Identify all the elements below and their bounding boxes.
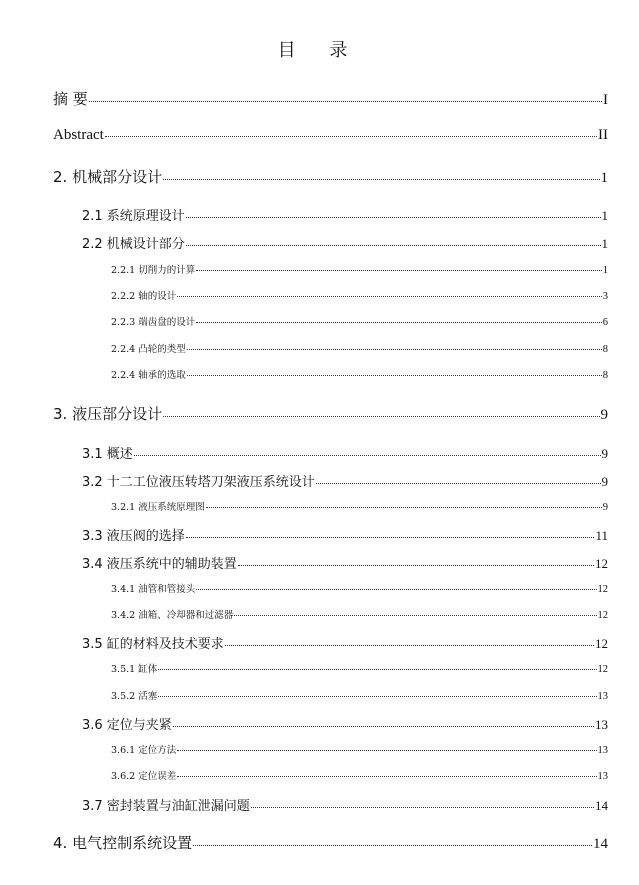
toc-entry-label: 3.2 十二工位液压转塔刀架液压系统设计 [82, 475, 315, 490]
toc-entry[interactable] [82, 233, 608, 252]
toc-entry[interactable] [111, 768, 608, 782]
toc-entry-page: 13 [597, 691, 608, 702]
toc-entry-label: 2.2.4 凸轮的类型 [111, 344, 186, 355]
toc-entry[interactable] [53, 403, 608, 424]
toc-entry-page: 8 [602, 370, 608, 381]
toc-entry[interactable] [53, 127, 608, 144]
toc-entry-label: 3.5.2 活塞 [111, 691, 158, 702]
dot-leader [186, 217, 601, 218]
toc-entry-page: 12 [597, 584, 608, 595]
toc-entry-page: 9 [600, 407, 608, 423]
toc-entry-label: 3.4.2 油箱、冷却器和过滤器 [111, 610, 234, 621]
dot-leader [177, 776, 596, 777]
toc-entry-page: II [598, 127, 608, 143]
toc-entry-label: 3.5 缸的材料及技术要求 [82, 637, 224, 652]
toc-entry-label: 3.4 液压系统中的辅助装置 [82, 557, 237, 572]
toc-title: 目 录 [277, 40, 362, 61]
toc-entry-label: 2.2.1 切削力的计算 [111, 265, 196, 276]
toc-entry-label: 3.7 密封装置与油缸泄漏问题 [82, 799, 250, 814]
toc-entry[interactable] [111, 314, 608, 328]
dot-leader [158, 696, 596, 697]
toc-entry[interactable] [82, 471, 608, 490]
toc-entry-label: 3.6.2 定位误差 [111, 771, 177, 782]
toc-entry-page: 12 [597, 664, 608, 675]
toc-entry-page: 9 [601, 446, 608, 461]
dot-leader [186, 245, 601, 246]
dot-leader [196, 270, 602, 271]
toc-entry-page: 1 [601, 208, 608, 223]
dot-leader [186, 537, 595, 538]
dot-leader [163, 179, 599, 180]
dot-leader [193, 845, 592, 846]
toc-entry-label: 2.2.3 端齿盘的设计 [111, 317, 196, 328]
toc-entry-page: 12 [595, 636, 608, 651]
dot-leader [316, 483, 601, 484]
dot-leader [173, 726, 594, 727]
toc-entry-label: 4. 电气控制系统设置 [53, 834, 193, 852]
toc-entry-page: 12 [597, 610, 608, 621]
toc-entry[interactable] [53, 88, 608, 109]
toc-entry-page: 14 [593, 836, 608, 852]
toc-entry[interactable] [82, 553, 608, 572]
toc-entry-label: 3.6 定位与夹紧 [82, 718, 172, 733]
toc-entry-page: 13 [597, 745, 608, 756]
dot-leader [134, 455, 601, 456]
toc-entry[interactable] [53, 166, 608, 187]
toc-entry[interactable] [82, 443, 608, 462]
toc-entry-page: 9 [601, 474, 608, 489]
toc-entry[interactable] [82, 795, 608, 814]
toc-entry-page: 11 [595, 528, 608, 543]
toc-entry[interactable] [82, 205, 608, 224]
toc-entry-label: 2. 机械部分设计 [53, 168, 163, 186]
dot-leader [251, 807, 594, 808]
toc-entry-label: 3.3 液压阀的选择 [82, 529, 185, 544]
toc-entry[interactable] [82, 525, 608, 544]
toc-entry-page: 1 [601, 236, 608, 251]
dot-leader [163, 416, 599, 417]
toc-entry[interactable] [82, 714, 608, 733]
toc-entry[interactable] [111, 581, 608, 595]
dot-leader [187, 375, 602, 376]
dot-leader [234, 615, 596, 616]
toc-entry[interactable] [82, 633, 608, 652]
toc-entry-page: 13 [595, 717, 608, 732]
toc-entry-page: 8 [602, 344, 608, 355]
toc-entry[interactable] [111, 688, 608, 702]
dot-leader [158, 669, 596, 670]
toc-entry-page: 13 [597, 771, 608, 782]
toc-entry[interactable] [111, 607, 608, 621]
dot-leader [238, 565, 594, 566]
toc-entry-label: 摘 要 [53, 90, 88, 108]
dot-leader [177, 750, 596, 751]
toc-entry[interactable] [53, 832, 608, 853]
dot-leader [89, 101, 602, 102]
dot-leader [225, 645, 594, 646]
toc-entry-page: I [603, 92, 608, 108]
dot-leader [196, 589, 596, 590]
toc-entry-label: Abstract [53, 127, 104, 143]
toc-entry-page: 12 [595, 556, 608, 571]
toc-entry-label: 2.1 系统原理设计 [82, 209, 185, 224]
dot-leader [177, 296, 602, 297]
toc-entry[interactable] [111, 742, 608, 756]
toc-entry-label: 3.6.1 定位方法 [111, 745, 177, 756]
toc-entry-label: 3.2.1 液压系统原理图 [111, 502, 205, 513]
toc-entry[interactable] [111, 661, 608, 675]
toc-entry-label: 2.2 机械设计部分 [82, 237, 185, 252]
toc-entry-label: 3.4.1 油管和管接头 [111, 584, 196, 595]
toc-entry-page: 6 [602, 317, 608, 328]
toc-entry-label: 3.5.1 缸体 [111, 664, 158, 675]
toc-entry-label: 2.2.2 轴的设计 [111, 291, 177, 302]
toc-entry[interactable] [111, 341, 608, 355]
toc-entry-page: 1 [602, 265, 608, 276]
toc-entry-label: 3. 液压部分设计 [53, 405, 163, 423]
toc-entry[interactable] [111, 262, 608, 276]
dot-leader [105, 136, 597, 137]
toc-entry[interactable] [111, 288, 608, 302]
toc-entry-label: 2.2.4 轴承的选取 [111, 370, 186, 381]
toc-entry[interactable] [111, 499, 608, 513]
toc-entry-page: 9 [602, 502, 608, 513]
dot-leader [187, 349, 602, 350]
toc-entry-page: 1 [600, 170, 608, 186]
dot-leader [206, 507, 602, 508]
toc-entry-label: 3.1 概述 [82, 447, 133, 462]
toc-entry[interactable] [111, 367, 608, 381]
toc-entry-page: 3 [602, 291, 608, 302]
dot-leader [196, 322, 602, 323]
toc-entry-page: 14 [595, 798, 608, 813]
